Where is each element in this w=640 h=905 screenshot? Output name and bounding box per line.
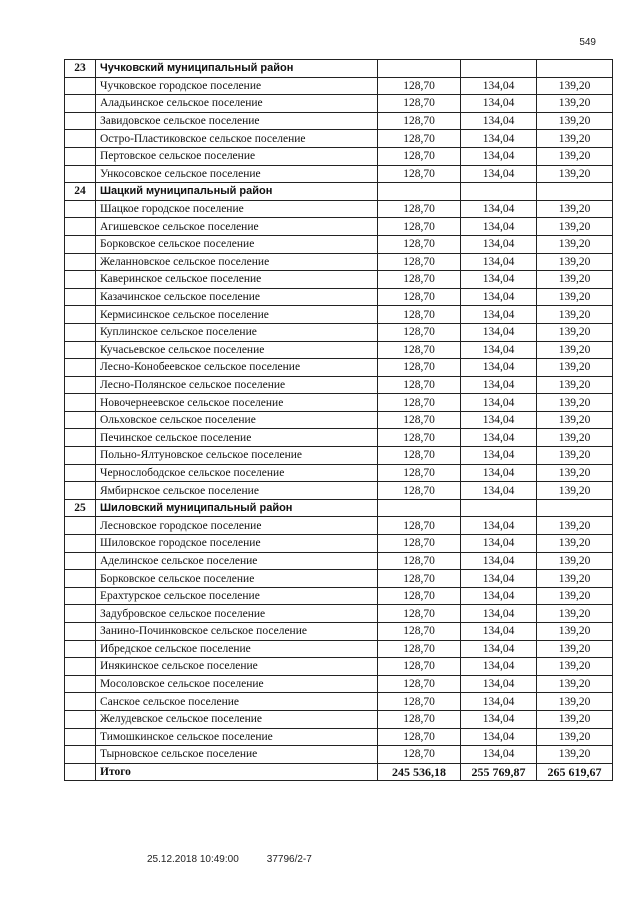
value-col3: 139,20: [537, 147, 613, 165]
value-col3: 139,20: [537, 218, 613, 236]
settlement-name: Инякинское сельское поселение: [96, 658, 378, 676]
table-row: [65, 394, 613, 412]
district-name: Чучковский муниципальный район: [96, 60, 378, 78]
table-row: [65, 587, 613, 605]
value-col2: 134,04: [461, 640, 537, 658]
settlement-name: Ерахтурское сельское поселение: [96, 587, 378, 605]
table-row: [65, 728, 613, 746]
settlement-name: Кучасьевское сельское поселение: [96, 341, 378, 359]
total-row: [65, 763, 613, 781]
value-col2: 134,04: [461, 323, 537, 341]
table-row: [65, 623, 613, 641]
settlement-name: Желудевское сельское поселение: [96, 710, 378, 728]
footer: [147, 854, 312, 865]
value-col2: 134,04: [461, 693, 537, 711]
value-col2: 134,04: [461, 165, 537, 183]
value-col1: 128,70: [378, 605, 461, 623]
settlement-name: Занино-Починковское сельское поселение: [96, 623, 378, 641]
row-number-cell: [65, 341, 96, 359]
value-col2: 134,04: [461, 130, 537, 148]
table-row: [65, 95, 613, 113]
value-col3: 139,20: [537, 587, 613, 605]
value-col1: 128,70: [378, 112, 461, 130]
value-col3: 139,20: [537, 77, 613, 95]
value-col1: 128,70: [378, 394, 461, 412]
row-number-cell: [65, 640, 96, 658]
tariff-table: [64, 59, 613, 781]
value-col1: 128,70: [378, 253, 461, 271]
district-number: 25: [65, 499, 96, 517]
value-col1: 128,70: [378, 746, 461, 764]
row-number-cell: [65, 746, 96, 764]
value-col3: 139,20: [537, 165, 613, 183]
settlement-name: Ямбирнское сельское поселение: [96, 482, 378, 500]
empty-cell: [537, 183, 613, 201]
row-number-cell: [65, 675, 96, 693]
table-row: [65, 165, 613, 183]
value-col1: 128,70: [378, 165, 461, 183]
settlement-name: Лесно-Полянское сельское поселение: [96, 376, 378, 394]
settlement-name: Ибредское сельское поселение: [96, 640, 378, 658]
table-row: [65, 130, 613, 148]
settlement-name: Ункосовское сельское поселение: [96, 165, 378, 183]
row-number-cell: [65, 394, 96, 412]
table-row: [65, 552, 613, 570]
value-col1: 128,70: [378, 376, 461, 394]
value-col3: 139,20: [537, 341, 613, 359]
value-col2: 134,04: [461, 411, 537, 429]
table-row: [65, 640, 613, 658]
settlement-name: Мосоловское сельское поселение: [96, 675, 378, 693]
settlement-name: Чернослободское сельское поселение: [96, 464, 378, 482]
table-row: [65, 693, 613, 711]
settlement-name: Польно-Ялтуновское сельское поселение: [96, 447, 378, 465]
row-number-cell: [65, 482, 96, 500]
table-row: [65, 306, 613, 324]
value-col3: 139,20: [537, 658, 613, 676]
value-col2: 134,04: [461, 376, 537, 394]
value-col1: 128,70: [378, 658, 461, 676]
value-col3: 139,20: [537, 288, 613, 306]
value-col1: 128,70: [378, 623, 461, 641]
value-col3: 139,20: [537, 95, 613, 113]
table-row: [65, 517, 613, 535]
table-row: [65, 341, 613, 359]
empty-cell: [378, 499, 461, 517]
value-col3: 139,20: [537, 675, 613, 693]
value-col2: 134,04: [461, 517, 537, 535]
value-col1: 128,70: [378, 447, 461, 465]
value-col1: 128,70: [378, 306, 461, 324]
settlement-name: Казачинское сельское поселение: [96, 288, 378, 306]
value-col2: 134,04: [461, 394, 537, 412]
empty-cell: [378, 183, 461, 201]
value-col3: 139,20: [537, 429, 613, 447]
row-number-cell: [65, 623, 96, 641]
value-col1: 128,70: [378, 710, 461, 728]
value-col3: 139,20: [537, 517, 613, 535]
settlement-name: Печинское сельское поселение: [96, 429, 378, 447]
value-col1: 128,70: [378, 271, 461, 289]
tariff-table-body: [65, 60, 613, 781]
value-col3: 139,20: [537, 306, 613, 324]
value-col1: 128,70: [378, 464, 461, 482]
district-header-row: [65, 499, 613, 517]
value-col2: 134,04: [461, 77, 537, 95]
total-label: Итого: [96, 763, 378, 781]
value-col2: 134,04: [461, 288, 537, 306]
value-col2: 134,04: [461, 570, 537, 588]
value-col1: 128,70: [378, 570, 461, 588]
value-col1: 128,70: [378, 288, 461, 306]
settlement-name: Аделинское сельское поселение: [96, 552, 378, 570]
settlement-name: Лесно-Конобеевское сельское поселение: [96, 359, 378, 377]
row-number-cell: [65, 165, 96, 183]
table-row: [65, 570, 613, 588]
value-col2: 134,04: [461, 535, 537, 553]
table-row: [65, 112, 613, 130]
empty-cell: [537, 60, 613, 78]
value-col1: 128,70: [378, 640, 461, 658]
value-col1: 128,70: [378, 693, 461, 711]
value-col2: 134,04: [461, 746, 537, 764]
page-number: 549: [579, 37, 596, 48]
value-col2: 134,04: [461, 710, 537, 728]
value-col1: 128,70: [378, 147, 461, 165]
settlement-name: Борковское сельское поселение: [96, 235, 378, 253]
row-number-cell: [65, 693, 96, 711]
table-row: [65, 464, 613, 482]
district-name: Шиловский муниципальный район: [96, 499, 378, 517]
value-col2: 134,04: [461, 235, 537, 253]
value-col2: 134,04: [461, 253, 537, 271]
table-row: [65, 658, 613, 676]
district-name: Шацкий муниципальный район: [96, 183, 378, 201]
row-number-cell: [65, 447, 96, 465]
table-row: [65, 147, 613, 165]
district-header-row: [65, 183, 613, 201]
empty-cell: [378, 60, 461, 78]
value-col2: 134,04: [461, 200, 537, 218]
value-col1: 128,70: [378, 130, 461, 148]
value-col3: 139,20: [537, 570, 613, 588]
table-row: [65, 323, 613, 341]
value-col1: 128,70: [378, 200, 461, 218]
row-number-cell: [65, 147, 96, 165]
row-number-cell: [65, 359, 96, 377]
row-number-cell: [65, 728, 96, 746]
value-col3: 139,20: [537, 112, 613, 130]
value-col2: 134,04: [461, 552, 537, 570]
value-col2: 134,04: [461, 447, 537, 465]
value-col1: 128,70: [378, 675, 461, 693]
value-col1: 128,70: [378, 359, 461, 377]
row-number-cell: [65, 658, 96, 676]
value-col1: 128,70: [378, 517, 461, 535]
settlement-name: Санское сельское поселение: [96, 693, 378, 711]
empty-cell: [461, 60, 537, 78]
table-row: [65, 746, 613, 764]
table-row: [65, 605, 613, 623]
district-number: 24: [65, 183, 96, 201]
value-col1: 128,70: [378, 323, 461, 341]
value-col1: 128,70: [378, 411, 461, 429]
settlement-name: Шацкое городское поселение: [96, 200, 378, 218]
total-col1: 245 536,18: [378, 763, 461, 781]
row-number-cell: [65, 587, 96, 605]
settlement-name: Чучковское городское поселение: [96, 77, 378, 95]
row-number-cell: [65, 253, 96, 271]
value-col3: 139,20: [537, 746, 613, 764]
settlement-name: Пертовское сельское поселение: [96, 147, 378, 165]
value-col2: 134,04: [461, 658, 537, 676]
row-number-cell: [65, 130, 96, 148]
value-col3: 139,20: [537, 394, 613, 412]
settlement-name: Задубровское сельское поселение: [96, 605, 378, 623]
row-number-cell: [65, 271, 96, 289]
value-col3: 139,20: [537, 605, 613, 623]
value-col2: 134,04: [461, 464, 537, 482]
district-header-row: [65, 60, 613, 78]
table-row: [65, 235, 613, 253]
table-row: [65, 359, 613, 377]
table-row: [65, 535, 613, 553]
value-col2: 134,04: [461, 341, 537, 359]
total-col2: 255 769,87: [461, 763, 537, 781]
settlement-name: Шиловское городское поселение: [96, 535, 378, 553]
value-col2: 134,04: [461, 147, 537, 165]
value-col2: 134,04: [461, 95, 537, 113]
value-col3: 139,20: [537, 376, 613, 394]
table-row: [65, 288, 613, 306]
value-col3: 139,20: [537, 710, 613, 728]
table-row: [65, 429, 613, 447]
table-row: [65, 482, 613, 500]
value-col3: 139,20: [537, 623, 613, 641]
value-col3: 139,20: [537, 271, 613, 289]
settlement-name: Агишевское сельское поселение: [96, 218, 378, 236]
value-col1: 128,70: [378, 95, 461, 113]
total-col3: 265 619,67: [537, 763, 613, 781]
row-number-cell: [65, 306, 96, 324]
value-col2: 134,04: [461, 306, 537, 324]
value-col1: 128,70: [378, 552, 461, 570]
settlement-name: Кермисинское сельское поселение: [96, 306, 378, 324]
value-col3: 139,20: [537, 253, 613, 271]
row-number-cell: [65, 710, 96, 728]
table-row: [65, 253, 613, 271]
value-col3: 139,20: [537, 130, 613, 148]
value-col2: 134,04: [461, 218, 537, 236]
value-col1: 128,70: [378, 77, 461, 95]
table-row: [65, 218, 613, 236]
row-number-cell: [65, 411, 96, 429]
settlement-name: Новочернеевское сельское поселение: [96, 394, 378, 412]
row-number-cell: [65, 235, 96, 253]
empty-cell: [537, 499, 613, 517]
row-number-cell: [65, 95, 96, 113]
value-col2: 134,04: [461, 728, 537, 746]
settlement-name: Тимошкинское сельское поселение: [96, 728, 378, 746]
table-row: [65, 271, 613, 289]
settlement-name: Желанновское сельское поселение: [96, 253, 378, 271]
value-col3: 139,20: [537, 411, 613, 429]
row-number-cell: [65, 517, 96, 535]
value-col2: 134,04: [461, 429, 537, 447]
table-row: [65, 376, 613, 394]
value-col3: 139,20: [537, 482, 613, 500]
value-col1: 128,70: [378, 535, 461, 553]
value-col3: 139,20: [537, 200, 613, 218]
row-number-cell: [65, 200, 96, 218]
table-row: [65, 675, 613, 693]
value-col3: 139,20: [537, 359, 613, 377]
empty-cell: [461, 183, 537, 201]
settlement-name: Каверинское сельское поселение: [96, 271, 378, 289]
value-col3: 139,20: [537, 535, 613, 553]
table-row: [65, 447, 613, 465]
settlement-name: Лесновское городское поселение: [96, 517, 378, 535]
row-number-cell: [65, 464, 96, 482]
value-col3: 139,20: [537, 235, 613, 253]
value-col3: 139,20: [537, 693, 613, 711]
value-col1: 128,70: [378, 482, 461, 500]
empty-cell: [461, 499, 537, 517]
row-number-cell: [65, 77, 96, 95]
value-col1: 128,70: [378, 218, 461, 236]
value-col1: 128,70: [378, 341, 461, 359]
value-col3: 139,20: [537, 464, 613, 482]
row-number-cell: [65, 323, 96, 341]
row-number-cell: [65, 218, 96, 236]
table-row: [65, 411, 613, 429]
row-number-cell: [65, 763, 96, 781]
row-number-cell: [65, 376, 96, 394]
value-col2: 134,04: [461, 587, 537, 605]
row-number-cell: [65, 570, 96, 588]
value-col2: 134,04: [461, 605, 537, 623]
value-col3: 139,20: [537, 447, 613, 465]
value-col1: 128,70: [378, 587, 461, 605]
row-number-cell: [65, 535, 96, 553]
value-col2: 134,04: [461, 675, 537, 693]
value-col1: 128,70: [378, 235, 461, 253]
value-col3: 139,20: [537, 728, 613, 746]
row-number-cell: [65, 288, 96, 306]
footer-doc-id: 37796/2-7: [266, 854, 312, 865]
settlement-name: Куплинское сельское поселение: [96, 323, 378, 341]
settlement-name: Аладьинское сельское поселение: [96, 95, 378, 113]
row-number-cell: [65, 552, 96, 570]
value-col3: 139,20: [537, 552, 613, 570]
settlement-name: Остро-Пластиковское сельское поселение: [96, 130, 378, 148]
table-row: [65, 710, 613, 728]
value-col2: 134,04: [461, 623, 537, 641]
settlement-name: Завидовское сельское поселение: [96, 112, 378, 130]
district-number: 23: [65, 60, 96, 78]
value-col1: 128,70: [378, 728, 461, 746]
table-row: [65, 200, 613, 218]
value-col1: 128,70: [378, 429, 461, 447]
value-col2: 134,04: [461, 271, 537, 289]
row-number-cell: [65, 605, 96, 623]
settlement-name: Ольховское сельское поселение: [96, 411, 378, 429]
value-col2: 134,04: [461, 112, 537, 130]
value-col3: 139,20: [537, 640, 613, 658]
settlement-name: Борковское сельское поселение: [96, 570, 378, 588]
row-number-cell: [65, 429, 96, 447]
footer-timestamp: 25.12.2018 10:49:00: [147, 854, 239, 865]
row-number-cell: [65, 112, 96, 130]
value-col2: 134,04: [461, 359, 537, 377]
settlement-name: Тырновское сельское поселение: [96, 746, 378, 764]
table-row: [65, 77, 613, 95]
value-col3: 139,20: [537, 323, 613, 341]
value-col2: 134,04: [461, 482, 537, 500]
